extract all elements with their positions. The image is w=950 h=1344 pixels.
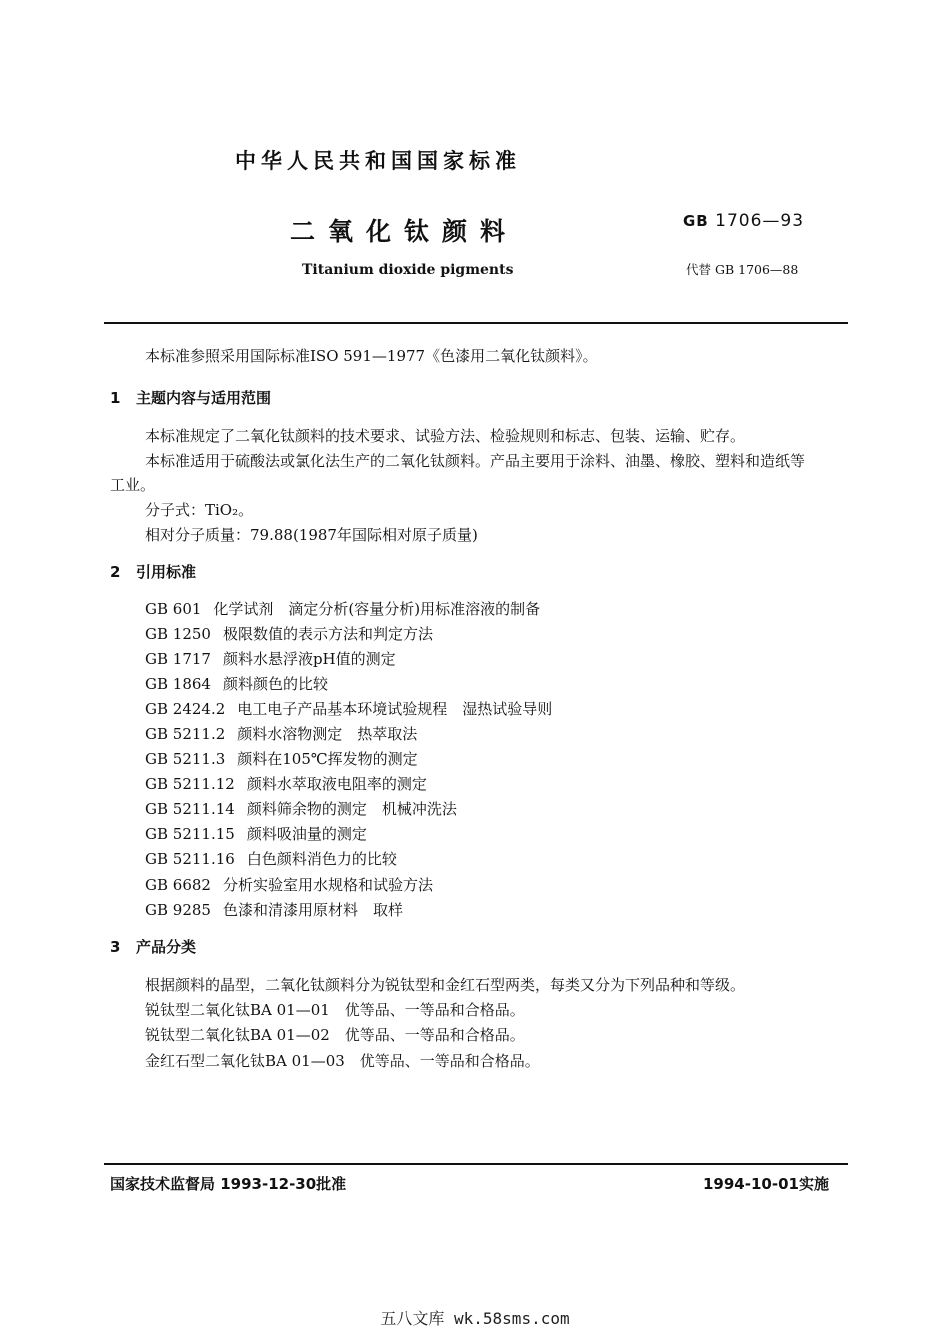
reference-item xyxy=(145,874,433,895)
product-grade-line: 金红石型二氧化钛BA 01—03 优等品、一等品和合格品。 xyxy=(145,1052,540,1070)
document-title: 二氧化钛颜料 xyxy=(290,217,519,246)
reference-title: 颜料水溶物测定 热萃取法 xyxy=(237,725,418,743)
reference-title: 颜料颜色的比较 xyxy=(222,675,328,693)
section-title: 引用标准 xyxy=(136,563,197,581)
section-number: 3 xyxy=(110,938,121,956)
reference-code: GB 5211.15 xyxy=(145,825,235,843)
document-title-english: Titanium dioxide pigments xyxy=(302,262,514,278)
reference-title: 颜料在105℃挥发物的测定 xyxy=(237,750,418,768)
section-heading xyxy=(110,936,196,957)
reference-title: 色漆和清漆用原材料 取样 xyxy=(222,901,403,919)
standard-code-number: 1706—93 xyxy=(715,211,805,231)
reference-title: 白色颜料消色力的比较 xyxy=(246,850,397,868)
reference-code: GB 601 xyxy=(145,600,202,618)
standard-code xyxy=(683,211,804,231)
implementation-date: 1994-10-01实施 xyxy=(703,1175,829,1193)
reference-title: 极限数值的表示方法和判定方法 xyxy=(222,625,433,643)
reference-item xyxy=(145,848,397,869)
reference-code: GB 2424.2 xyxy=(145,700,226,718)
reference-item xyxy=(145,773,427,794)
standard-code-prefix: GB xyxy=(683,212,709,230)
section-heading xyxy=(110,561,196,582)
section-title: 主题内容与适用范围 xyxy=(136,389,272,407)
reference-item xyxy=(145,823,367,844)
section-heading xyxy=(110,387,271,408)
header-divider xyxy=(104,322,848,324)
reference-item xyxy=(145,899,403,920)
reference-item xyxy=(145,748,418,769)
paragraph-line: 根据颜料的晶型，二氧化钛颜料分为锐钛型和金红石型两类，每类又分为下列品种和等级。 xyxy=(145,976,746,994)
reference-code: GB 1717 xyxy=(145,650,211,668)
reference-code: GB 9285 xyxy=(145,901,211,919)
paragraph-line: 本标准规定了二氧化钛颜料的技术要求、试验方法、检验规则和标志、包装、运输、贮存。 xyxy=(145,427,746,445)
reference-code: GB 5211.12 xyxy=(145,775,235,793)
reference-item xyxy=(145,598,540,619)
reference-item xyxy=(145,698,552,719)
reference-item xyxy=(145,648,396,669)
reference-title: 电工电子产品基本环境试验规程 湿热试验导则 xyxy=(237,700,553,718)
reference-item xyxy=(145,673,328,694)
watermark-text: 五八文库 wk.58sms.com xyxy=(380,1309,570,1328)
reference-title: 分析实验室用水规格和试验方法 xyxy=(222,876,433,894)
reference-item xyxy=(145,723,417,744)
replaces-note: 代替 GB 1706—88 xyxy=(686,262,799,277)
reference-title: 颜料吸油量的测定 xyxy=(246,825,367,843)
reference-code: GB 5211.16 xyxy=(145,850,235,868)
approval-note: 国家技术监督局 1993-12-30批准 xyxy=(110,1175,347,1193)
reference-title: 颜料水悬浮液pH值的测定 xyxy=(222,650,396,668)
reference-code: GB 6682 xyxy=(145,876,211,894)
reference-code: GB 1864 xyxy=(145,675,211,693)
reference-code: GB 5211.2 xyxy=(145,725,226,743)
national-standard-heading: 中华人民共和国国家标准 xyxy=(235,149,521,173)
reference-title: 颜料筛余物的测定 机械冲洗法 xyxy=(246,800,457,818)
molecular-formula: 分子式：TiO₂。 xyxy=(145,501,254,519)
reference-code: GB 5211.3 xyxy=(145,750,226,768)
reference-item xyxy=(145,623,433,644)
reference-item xyxy=(145,798,457,819)
molecular-mass: 相对分子质量：79.88(1987年国际相对原子质量) xyxy=(145,526,478,544)
product-grade-line: 锐钛型二氧化钛BA 01—02 优等品、一等品和合格品。 xyxy=(145,1026,525,1044)
footer-divider xyxy=(104,1163,848,1165)
paragraph-line: 工业。 xyxy=(110,476,156,494)
reference-code: GB 5211.14 xyxy=(145,800,235,818)
paragraph-line: 本标准适用于硫酸法或氯化法生产的二氧化钛颜料。产品主要用于涂料、油墨、橡胶、塑料和造纸等 xyxy=(145,452,806,470)
section-number: 2 xyxy=(110,563,121,581)
product-grade-line: 锐钛型二氧化钛BA 01—01 优等品、一等品和合格品。 xyxy=(145,1001,525,1019)
reference-title: 颜料水萃取液电阻率的测定 xyxy=(246,775,427,793)
reference-code: GB 1250 xyxy=(145,625,211,643)
intro-paragraph: 本标准参照采用国际标准ISO 591—1977《色漆用二氧化钛颜料》。 xyxy=(145,347,598,365)
section-number: 1 xyxy=(110,389,121,407)
section-title: 产品分类 xyxy=(136,938,197,956)
reference-title: 化学试剂 滴定分析(容量分析)用标准溶液的制备 xyxy=(213,600,541,618)
